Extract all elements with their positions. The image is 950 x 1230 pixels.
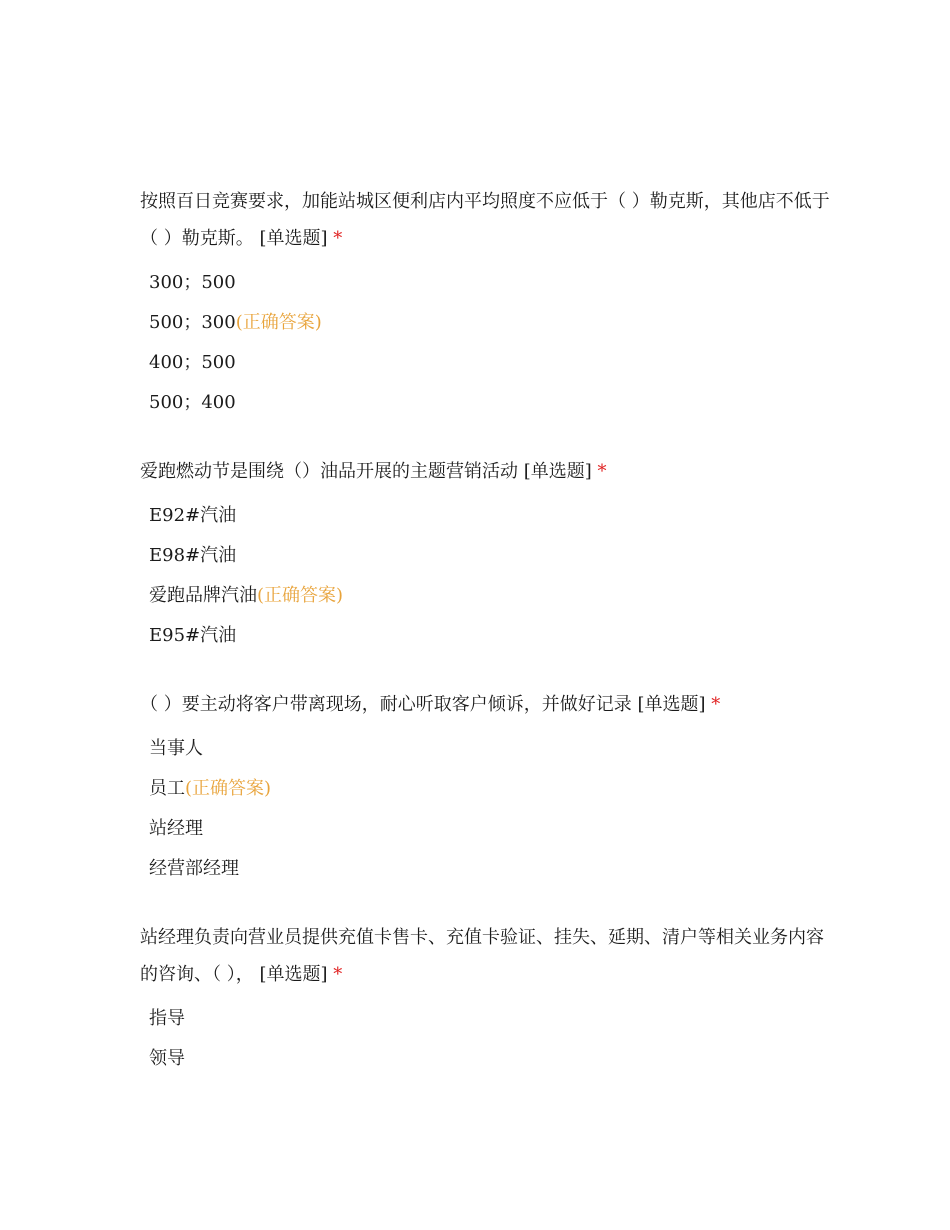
option-text: E95#汽油 — [149, 625, 237, 646]
option-item — [140, 343, 830, 383]
question-spacer — [0, 889, 950, 919]
option-text: 爱跑品牌汽油 — [149, 585, 257, 606]
option-text: E98#汽油 — [149, 545, 237, 566]
question-type-label: [单选题] — [259, 228, 328, 249]
question-type-label: [单选题] — [637, 694, 706, 715]
option-item — [140, 1039, 830, 1079]
option-item — [140, 769, 830, 809]
required-mark: * — [333, 964, 343, 985]
option-text: 400；500 — [149, 352, 236, 373]
question-spacer — [0, 656, 950, 686]
option-item — [140, 809, 830, 849]
correct-answer-note: (正确答案) — [235, 312, 322, 333]
correct-answer-note: (正确答案) — [185, 778, 272, 799]
option-item — [140, 536, 830, 576]
question-2 — [140, 453, 830, 656]
question-title — [140, 183, 830, 257]
required-mark: * — [333, 228, 343, 249]
option-list — [140, 729, 830, 889]
question-type-label: [单选题] — [523, 461, 592, 482]
option-text: 经营部经理 — [149, 858, 239, 879]
required-mark: * — [711, 694, 721, 715]
question-1 — [140, 183, 830, 423]
option-list — [140, 496, 830, 656]
option-text: 指导 — [149, 1008, 185, 1029]
option-item — [140, 263, 830, 303]
question-4 — [140, 919, 830, 1079]
option-text: 当事人 — [149, 738, 203, 759]
question-title — [140, 919, 830, 993]
option-list — [140, 263, 830, 423]
question-text: （ ）要主动将客户带离现场，耐心听取客户倾诉，并做好记录 — [140, 694, 632, 715]
option-text: E92#汽油 — [149, 505, 237, 526]
option-item — [140, 303, 830, 343]
option-item — [140, 383, 830, 423]
option-item — [140, 999, 830, 1039]
option-text: 领导 — [149, 1048, 185, 1069]
option-item — [140, 849, 830, 889]
required-mark: * — [597, 461, 607, 482]
option-text: 员工 — [149, 778, 185, 799]
option-list — [140, 999, 830, 1079]
option-item — [140, 729, 830, 769]
question-title — [140, 686, 830, 723]
option-item — [140, 616, 830, 656]
question-3 — [140, 686, 830, 889]
option-text: 500；300 — [149, 312, 236, 333]
question-text: 按照百日竞赛要求，加能站城区便利店内平均照度不应低于（ ）勒克斯，其他店不低于（ ）勒克斯。 — [140, 191, 830, 249]
option-item — [140, 496, 830, 536]
option-text: 500；400 — [149, 392, 236, 413]
question-spacer — [0, 423, 950, 453]
option-text: 300；500 — [149, 272, 236, 293]
correct-answer-note: (正确答案) — [257, 585, 344, 606]
option-item — [140, 576, 830, 616]
option-text: 站经理 — [149, 818, 203, 839]
question-text: 爱跑燃动节是围绕（）油品开展的主题营销活动 — [140, 461, 518, 482]
question-text: 站经理负责向营业员提供充值卡售卡、充值卡验证、挂失、延期、清户等相关业务内容的咨询、（ ）， — [140, 927, 824, 985]
question-title — [140, 453, 830, 490]
question-type-label: [单选题] — [259, 964, 328, 985]
